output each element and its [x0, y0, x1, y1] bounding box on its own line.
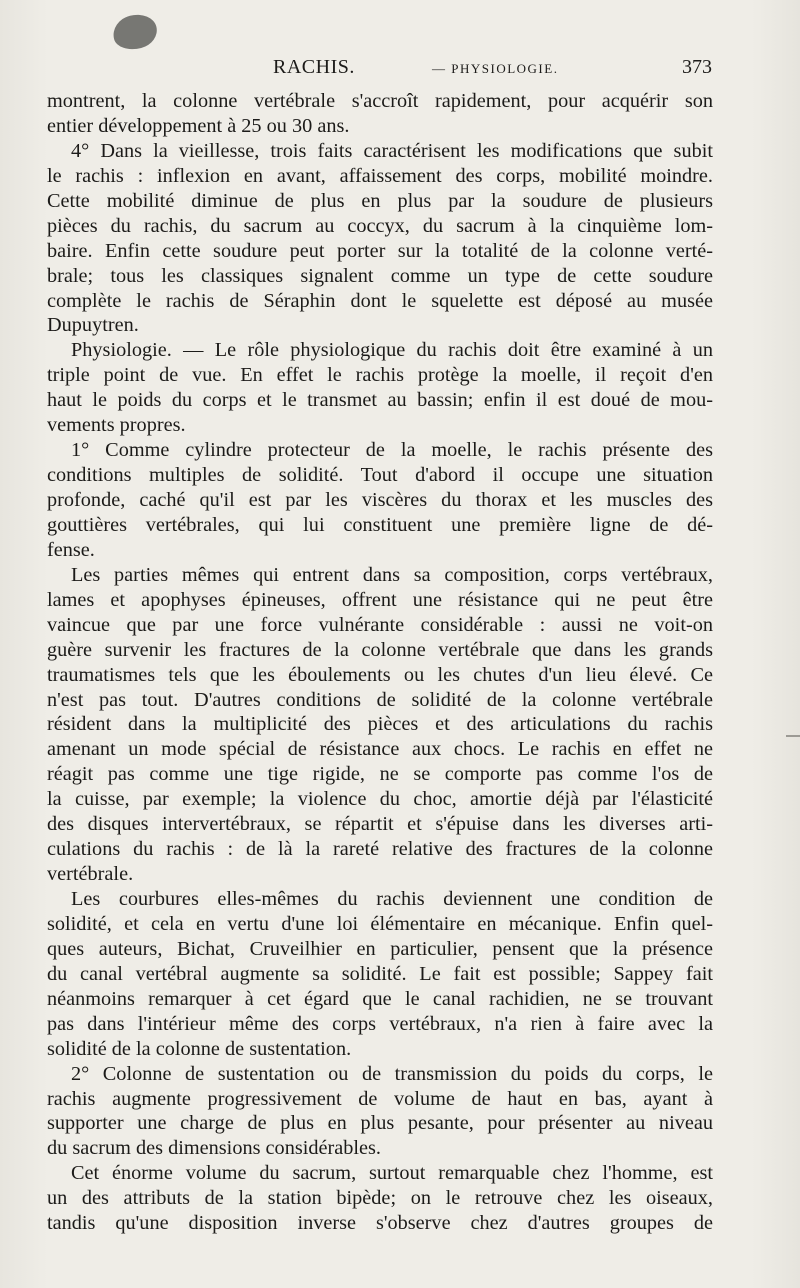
text-line: amenant un mode spécial de résistance aux chocs. Le rachis en effet ne [47, 738, 713, 761]
text-line: entier développement à 25 ou 30 ans. [47, 114, 350, 137]
header-title: RACHIS. [273, 56, 355, 78]
text-line: réagit pas comme une tige rigide, ne se comporte pas comme l'os de [47, 763, 713, 786]
text-line: du canal vertébral augmente sa solidité. Le fait est possible; Sappey fait [47, 962, 713, 985]
text-line: lames et apophyses épineuses, offrent une résistance qui ne peut être [47, 588, 713, 611]
text-line: gouttières vertébrales, qui lui constituent une première ligne de dé- [47, 513, 713, 536]
text-line: Les courbures elles-mêmes du rachis deviennent une condition de [71, 888, 713, 910]
text-line: guère survenir les fractures de la colonne vertébrale que dans les grands [47, 638, 713, 661]
text-line: vaincue que par une force vulnérante considérable : aussi ne voit-on [47, 613, 713, 636]
text-line: néanmoins remarquer à cet égard que le canal rachidien, ne se trouvant [47, 987, 713, 1010]
page-number: 373 [682, 56, 712, 78]
text-line: solidité de la colonne de sustentation. [47, 1037, 352, 1060]
text-line: brale; tous les classiques signalent comme un type de cette soudure [47, 264, 713, 287]
text-line: Dupuytren. [47, 314, 139, 337]
text-line: Les parties mêmes qui entrent dans sa composition, corps vertébraux, [71, 563, 713, 586]
text-line: n'est pas tout. D'autres conditions de solidité de la colonne vertébrale [47, 688, 713, 711]
text-line: des disques intervertébraux, se répartit et s'épuise dans les diverses arti- [47, 813, 713, 836]
text-line: 2° Colonne de sustentation ou de transmission du poids du corps, le [71, 1062, 713, 1085]
text-line: Physiologie. — Le rôle physiologique du rachis doit être examiné à un [71, 339, 713, 362]
header-subtitle [432, 61, 558, 77]
text-line: haut le poids du corps et le transmet au bassin; enfin il est doué de mou- [47, 389, 713, 412]
text-line: culations du rachis : de là la rareté relative des fractures de la colonne [47, 838, 713, 861]
text-line: solidité, et cela en vertu d'une loi élémentaire en mécanique. Enfin quel- [47, 912, 713, 935]
body-text [47, 89, 713, 1236]
text-line: tandis qu'une disposition inverse s'observe chez d'autres groupes de [47, 1212, 713, 1235]
text-line: supporter une charge de plus en plus pesante, pour présenter au niveau [47, 1112, 713, 1135]
text-line: vertébrale. [47, 863, 134, 886]
running-header [48, 56, 712, 82]
text-line: montrent, la colonne vertébrale s'accroît rapidement, pour acquérir son [47, 90, 713, 112]
text-line: pas dans l'intérieur même des corps vertébraux, n'a rien à faire avec la [47, 1012, 713, 1035]
text-line: complète le rachis de Séraphin dont le squelette est déposé au musée [47, 289, 713, 312]
text-line: 4° Dans la vieillesse, trois faits caractérisent les modifications que subit [71, 139, 713, 162]
text-line: résident dans la multiplicité des pièces et des articulations du rachis [47, 713, 713, 736]
text-line: conditions multiples de solidité. Tout d'abord il occupe une situation [47, 464, 713, 487]
text-line: la cuisse, par exemple; la violence du choc, amortie déjà par l'élasticité [47, 788, 713, 811]
text-line: Cet énorme volume du sacrum, surtout remarquable chez l'homme, est [71, 1162, 713, 1185]
text-line: fense. [47, 538, 95, 561]
ink-stain [110, 10, 161, 54]
text-line: triple point de vue. En effet le rachis protège la moelle, il reçoit d'en [47, 364, 713, 387]
header-subtitle-text: PHYSIOLOGIE. [451, 61, 559, 76]
text-line: Cette mobilité diminue de plus en plus par la soudure de plusieurs [47, 189, 713, 212]
text-line: 1° Comme cylindre protecteur de la moelle, le rachis présente des [71, 439, 713, 462]
text-line: vements propres. [47, 414, 186, 437]
margin-mark [786, 735, 800, 737]
text-line: traumatismes tels que les éboulements ou les chutes d'un lieu élevé. Ce [47, 663, 713, 686]
text-line: ques auteurs, Bichat, Cruveilhier en particulier, pensent que la présence [47, 937, 713, 960]
header-separator: — [432, 61, 447, 76]
text-line: le rachis : inflexion en avant, affaissement des corps, mobilité moindre. [47, 164, 713, 187]
text-line: du sacrum des dimensions considérables. [47, 1137, 382, 1160]
text-line: rachis augmente progressivement de volume de haut en bas, ayant à [47, 1087, 713, 1110]
text-line: pièces du rachis, du sacrum au coccyx, du sacrum à la cinquième lom- [47, 214, 713, 237]
text-line: profonde, caché qu'il est par les viscères du thorax et les muscles des [47, 489, 713, 511]
text-line: baire. Enfin cette soudure peut porter sur la totalité de la colonne verté- [47, 239, 713, 262]
text-line: un des attributs de la station bipède; on le retrouve chez les oiseaux, [47, 1187, 713, 1210]
